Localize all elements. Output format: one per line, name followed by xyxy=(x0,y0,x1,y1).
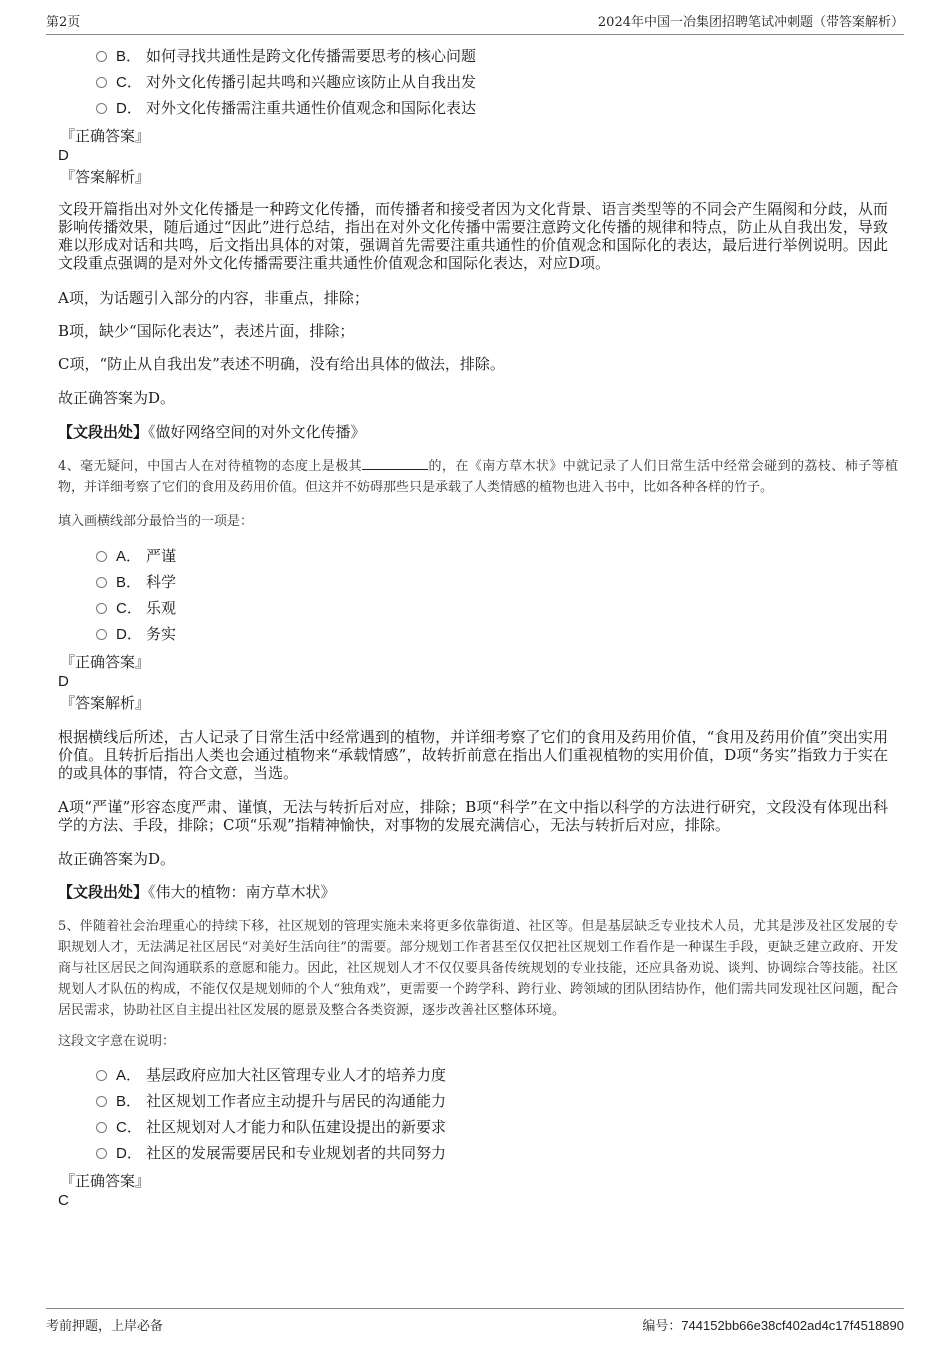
radio-icon[interactable] xyxy=(96,1096,107,1107)
radio-icon[interactable] xyxy=(96,551,107,562)
q4-source: 【文段出处】《伟大的植物：南方草木状》 xyxy=(58,883,336,901)
q3-analysis-label: 『答案解析』 xyxy=(60,168,151,186)
q3-analysis-c: C项，“防止从自我出发”表述不明确，没有给出具体的做法，排除。 xyxy=(58,355,505,373)
q3-option-d[interactable]: D． 对外文化传播需注重共通性价值观念和国际化表达 xyxy=(96,97,476,119)
q4-answer-label: 『正确答案』 xyxy=(60,653,151,671)
q4-stem: 4、毫无疑问，中国古人在对待植物的态度上是极其 的，在《南方草木状》中就记录了人们日常生活中经常会碰到的荔枝、柿子等植物，并详细考察了它们的食用及药用价值。但这并不妨碍那些只是承载了人类情感的植物也进入书中，比如各种各样的竹子。 xyxy=(58,459,898,495)
document-code: 编号：744152bb66e38cf402ad4c17f4518890 xyxy=(642,1318,904,1334)
q4-option-c[interactable]: C． 乐观 xyxy=(96,597,176,619)
radio-icon[interactable] xyxy=(96,1070,107,1081)
q5-stem: 5、伴随着社会治理重心的持续下移，社区规划的管理实施未来将更多依靠街道、社区等。但是基层缺乏专业技术人员，尤其是涉及社区发展的专职规划人才，无法满足社区居民“对美好生活向往”的需要。部分规划工作者甚至仅仅把社区规划工作看作是一种谋生手段，更缺乏建立政府、开发商与社区居民之间沟通联系的意愿和能力。因此，社区规划人才不仅仅要具备传统规划的专业技能，还应具备劝说、谈判、协调综合等技能。社区规划人才队伍的构成，不能仅仅是规划师的个人“独角戏”，更需要一个跨学科、跨行业、跨领域的团队团结协作，他们需共同发现社区问题，配合居民需求，协助社区自主提出社区发展的愿景及整合各类资源，逐步改善社区整体环境。 xyxy=(58,919,898,1018)
q3-option-b[interactable]: B． 如何寻找共通性是跨文化传播需要思考的核心问题 xyxy=(96,45,476,67)
q3-source: 【文段出处】《做好网络空间的对外文化传播》 xyxy=(58,423,366,441)
q3-conclusion: 故正确答案为D。 xyxy=(58,389,176,407)
q4-prompt: 填入画横线部分最恰当的一项是： xyxy=(58,514,254,529)
q4-option-d[interactable]: D． 务实 xyxy=(96,623,176,645)
q5-option-b[interactable]: B． 社区规划工作者应主动提升与居民的沟通能力 xyxy=(96,1090,446,1112)
q4-analysis-main: 根据横线后所述，古人记录了日常生活中经常遇到的植物，并详细考察了它们的食用及药用价值，“食用及药用价值”突出实用价值。且转折后指出人类也会通过植物来“承载情感”，故转折前意在指出人们重视植物的实用价值，D项“务实”指致力于实在的或具体的事情，符合文意，当选。 xyxy=(58,728,888,782)
q3-analysis-a: A项，为话题引入部分的内容，非重点，排除； xyxy=(58,289,369,307)
radio-icon[interactable] xyxy=(96,629,107,640)
q3-option-c[interactable]: C． 对外文化传播引起共鸣和兴趣应该防止从自我出发 xyxy=(96,71,476,93)
radio-icon[interactable] xyxy=(96,1122,107,1133)
q5-answer: C xyxy=(58,1192,69,1209)
page-number: 第2页 xyxy=(46,15,81,30)
q4-analysis-others: A项“严谨”形容态度严肃、谨慎，无法与转折后对应，排除；B项“科学”在文中指以科学的方法进行研究，文段没有体现出科学的方法、手段，排除；C项“乐观”指精神愉快，对事物的发展充满信心，无法与转折后对应，排除。 xyxy=(58,798,888,834)
q5-option-a[interactable]: A． 基层政府应加大社区管理专业人才的培养力度 xyxy=(96,1064,446,1086)
q5-prompt: 这段文字意在说明： xyxy=(58,1034,176,1049)
q5-option-c[interactable]: C． 社区规划对人才能力和队伍建设提出的新要求 xyxy=(96,1116,446,1138)
radio-icon[interactable] xyxy=(96,51,107,62)
radio-icon[interactable] xyxy=(96,577,107,588)
q3-analysis-main: 文段开篇指出对外文化传播是一种跨文化传播，而传播者和接受者因为文化背景、语言类型等的不同会产生隔阂和分歧，从而影响传播效果，随后通过“因此”进行总结，指出在对外文化传播中需要注意跨文化传播的规律和特点，防止从自我出发，导致难以形成对话和共鸣，后文指出具体的对策，强调首先需要注重共通性的价值观念和国际化的表达，最后进行举例说明。因此文段重点强调的是对外文化传播需要注重共通性价值观念和国际化表达，对应D项。 xyxy=(58,200,888,272)
q3-analysis-b: B项，缺少“国际化表达”，表述片面，排除； xyxy=(58,322,355,340)
document-title: 2024年中国一冶集团招聘笔试冲刺题（带答案解析） xyxy=(597,15,904,30)
q3-answer: D xyxy=(58,147,69,164)
q4-answer: D xyxy=(58,673,69,690)
radio-icon[interactable] xyxy=(96,603,107,614)
q5-option-d[interactable]: D． 社区的发展需要居民和专业规划者的共同努力 xyxy=(96,1142,446,1164)
footer-slogan: 考前押题，上岸必备 xyxy=(46,1319,164,1334)
q4-option-b[interactable]: B． 科学 xyxy=(96,571,176,593)
radio-icon[interactable] xyxy=(96,77,107,88)
page-footer xyxy=(46,1308,904,1335)
q3-answer-label: 『正确答案』 xyxy=(60,127,151,145)
q4-analysis-label: 『答案解析』 xyxy=(60,694,151,712)
radio-icon[interactable] xyxy=(96,1148,107,1159)
page-header xyxy=(46,12,904,35)
q4-option-a[interactable]: A． 严谨 xyxy=(96,545,176,567)
q4-conclusion: 故正确答案为D。 xyxy=(58,850,176,868)
q5-answer-label: 『正确答案』 xyxy=(60,1172,151,1190)
radio-icon[interactable] xyxy=(96,103,107,114)
fill-blank xyxy=(362,457,428,470)
